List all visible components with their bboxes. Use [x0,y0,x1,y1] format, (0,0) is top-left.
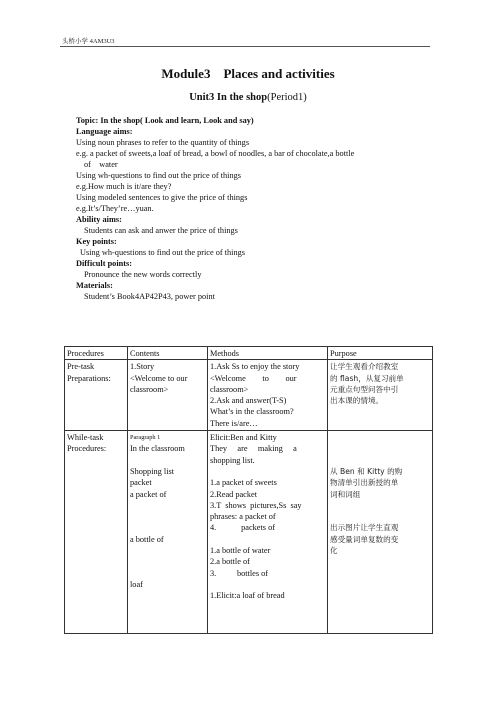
cell-gap [130,500,205,511]
cell-line: In the classroom [130,444,185,454]
lesson-plan-table [64,346,433,634]
header-methods: Methods [208,347,328,360]
pre-task-purpose [328,360,433,431]
ability-aims-line-1: Students can ask and anwer the price of things [84,226,238,235]
cell-gap [130,455,205,466]
cell-line: a packet of [130,489,167,499]
cell-line: 出本课的情境。 [330,396,384,406]
language-aims-line-3: of water [84,160,118,169]
language-aims-line-1: Using noun phrases to refer to the quantity of things [76,138,250,147]
pre-task-procedure [65,360,128,431]
cell-line: 出示图片让学生直观 [330,523,399,533]
period-label: (Period1) [267,92,307,103]
cell-line: 1.Elicit:a loaf of bread [210,591,285,601]
cell-line: 化 [330,546,338,556]
cell-line: They are making a [210,444,297,454]
cell-gap [210,579,325,590]
cell-line: <Welcome to our [210,373,297,383]
cell-line: 的 flash，从复习前单 [330,373,404,383]
cell-line: 1.a bottle of water [210,546,271,556]
cell-line: Procedures: [67,444,107,454]
cell-line: classroom> [210,384,249,394]
cell-line: a bottle of [130,534,164,544]
cell-line: Elicit:Ben and Kitty [210,433,277,443]
cell-line: 1.Story [130,362,155,372]
language-aims-line-2: e.g. a packet of sweets,a loaf of bread, a bowl of noodles, a bar of chocolate,a bottle [76,149,355,158]
cell-gap [130,511,205,522]
while-task-contents [128,431,208,634]
cell-line: Preparations: [67,373,111,383]
table-header-row [65,347,433,360]
header-purpose: Purpose [328,347,433,360]
cell-gap [130,522,205,533]
cell-gap [330,455,430,466]
materials-line-1: Student’s Book4AP42P43, power point [84,292,215,301]
while-task-methods [208,431,328,634]
cell-gap [330,500,430,511]
cell-line: 2.Ask and answer(T-S) [210,396,287,406]
key-points-heading: Key points: [76,237,117,246]
language-aims-line-6: Using modeled sentences to give the price of things [76,193,248,202]
materials-heading: Materials: [76,281,113,290]
cell-line: What’s in the classroom? [210,407,294,417]
cell-gap [210,466,325,477]
pre-task-methods [208,360,328,431]
key-points-line-1: Using wh-questions to find out the price of things [80,248,245,257]
unit-subtitle [0,92,496,103]
cell-line: 1.Ask Ss to enjoy the story [210,362,300,372]
cell-line: There is/are… [210,418,258,428]
table-row [65,360,433,431]
cell-gap [130,556,205,567]
cell-line: 物清单引出新授的单 [330,478,399,488]
header-rule [60,46,430,47]
paragraph-label: Paragraph 1 [130,434,161,442]
cell-gap [130,545,205,556]
cell-gap [330,511,430,522]
cell-line: <Welcome to our [130,373,188,383]
header-procedures: Procedures [65,347,128,360]
cell-line: loaf [130,579,143,589]
language-aims-heading: Language aims: [76,127,133,136]
difficult-points-heading: Difficult points: [76,259,133,268]
while-task-procedure [65,431,128,634]
cell-line: While-task [67,433,104,443]
cell-gap [210,534,325,545]
cell-line: 元重点句型问答中引 [330,384,399,394]
page-header: 头桥小学 4AM3U3 [62,38,115,45]
header-contents: Contents [128,347,208,360]
cell-line: packet [130,478,152,488]
cell-line: 4. packets of [210,523,275,533]
language-aims-line-5: e.g.How much is it/are they? [76,182,172,191]
cell-line: Pre-task [67,362,95,372]
difficult-points-line-1: Pronounce the new words correctly [84,270,202,279]
language-aims-line-4: Using wh-questions to find out the price of things [76,171,241,180]
unit-title: Unit3 In the shop [189,92,268,103]
cell-line: 3. bottles of [210,568,269,578]
cell-line: 词和词组 [330,489,361,499]
cell-line: Shopping list [130,466,175,476]
module-title: Module3 Places and activities [161,66,335,81]
while-task-purpose [328,431,433,634]
cell-line: shopping list. [210,455,255,465]
cell-line: 2.a bottle of [210,557,250,567]
ability-aims-heading: Ability aims: [76,215,122,224]
cell-line: 3.T shows pictures,Ss say [210,500,302,510]
cell-line: phrases: a packet of [210,512,276,522]
cell-line: 让学生观看介绍教室 [330,362,399,372]
topic-line: Topic: In the shop( Look and learn, Look and say) [76,116,254,125]
cell-line: 从 Ben 和 Kitty 的购 [330,466,403,476]
cell-line: 2.Read packet [210,489,257,499]
language-aims-line-7: e.g.It’s/They’re…yuan. [76,204,154,213]
cell-line: 1.a packet of sweets [210,478,277,488]
table-row [65,431,433,634]
cell-gap [130,568,205,579]
cell-gap [330,432,430,455]
pre-task-contents [128,360,208,431]
cell-line: 感受量词单复数的变 [330,534,399,544]
cell-line: classroom> [130,384,169,394]
